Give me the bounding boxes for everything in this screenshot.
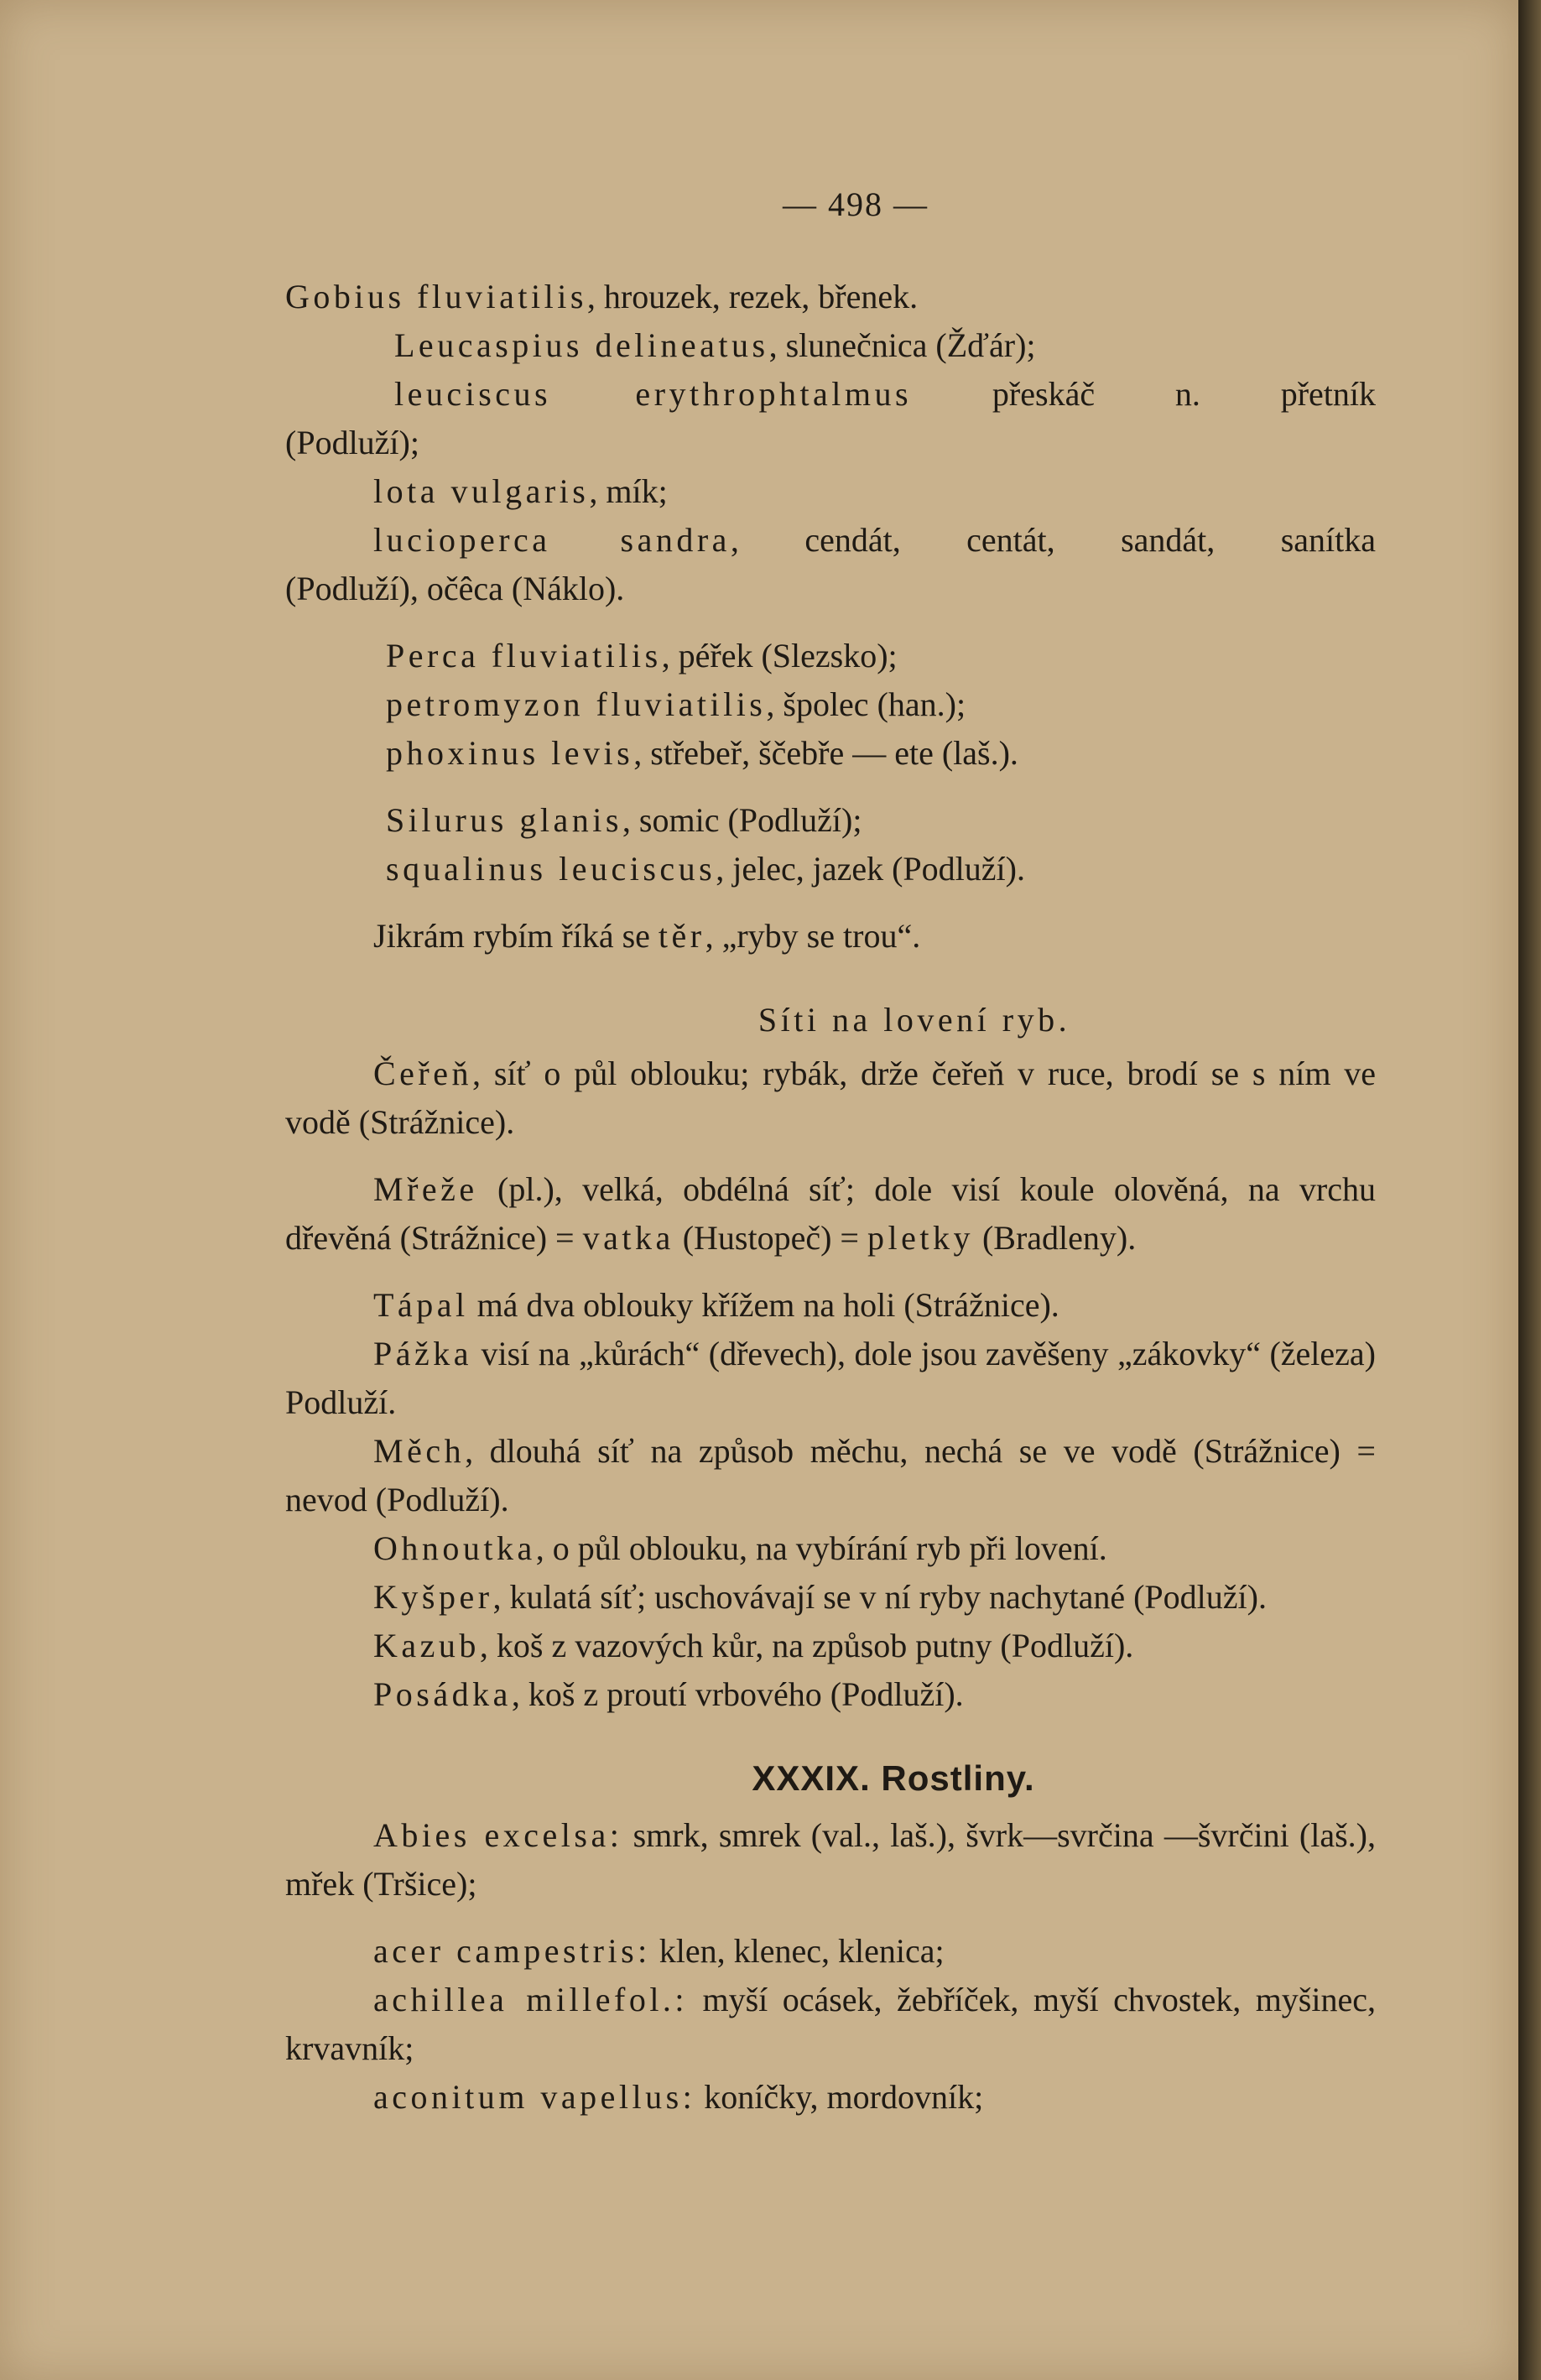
fish-list [285,273,1376,961]
list-item: lota vulgaris, mík; [373,472,668,510]
page-text [285,180,1376,2122]
list-item: aconitum vapellus: koníčky, mordovník; [373,2078,984,2116]
roe-note: Jikrám rybím říká se těr, „ryby se trou“. [373,917,921,955]
list-item: Leucaspius delineatus, slunečnica (Žďár); [394,326,1036,364]
list-item: achillea millefol.: myší ocásek, žebříček, myší chvostek, myšinec, krvavník; [285,1981,1376,2067]
nets-list [285,1049,1376,1719]
list-item: Čeřeň, síť o půl oblouku; rybák, drže čeřeň v ruce, brodí se s ním ve vodě (Strážnice). [285,1055,1376,1141]
list-item: acer campestris: klen, klenec, klenica; [373,1932,945,1970]
list-item: Mřeže (pl.), velká, obdélná síť; dole visí koule olověná, na vrchu dřevěná (Strážnice) = vatka (Hustopeč) = pletky (Bradleny). [285,1170,1376,1257]
page-edge [1518,0,1541,2380]
list-item: Ohnoutka, o půl oblouku, na vybírání ryb při lovení. [373,1529,1107,1567]
list-item: petromyzon fluviatilis, špolec (han.); [386,685,966,723]
list-item: Abies excelsa: smrk, smrek (val., laš.), švrk—svrčina —švrčini (laš.), mřek (Tršice); [285,1816,1376,1903]
plants-list [285,1811,1376,2122]
list-item: phoxinus levis, střebeř, ščebře — ete (laš.). [386,734,1018,772]
list-item: Silurus glanis, somic (Podluží); [386,801,862,839]
list-item: Perca fluviatilis, péřek (Slezsko); [386,637,898,674]
list-item: Kyšper, kulatá síť; uschovávají se v ní ryby nachytané (Podluží). [373,1578,1267,1616]
chapter-heading: XXXIX. Rostliny. [752,1758,1035,1798]
list-item: squalinus leuciscus, jelec, jazek (Podluží). [386,850,1025,888]
list-item: lucioperca sandra, cendát, centát, sandát, sanítka [373,521,1376,559]
list-item-continuation: (Podluží); [285,424,419,461]
list-item: Kazub, koš z vazových kůr, na způsob putny (Podluží). [373,1627,1134,1664]
page-number: — 498 — [783,185,929,223]
list-item: Posádka, koš z proutí vrbového (Podluží). [373,1675,964,1713]
list-item: Měch, dlouhá síť na způsob měchu, nechá se ve vodě (Strážnice) = nevod (Podluží). [285,1432,1376,1518]
list-item: leuciscus erythrophtalmus přeskáč n. přetník [394,375,1376,413]
list-item: Tápal má dva oblouky křížem na holi (Strážnice). [373,1286,1059,1324]
list-item-continuation: (Podluží), očêca (Náklo). [285,570,625,607]
list-item: Gobius fluviatilis, hrouzek, rezek, břenek. [285,278,919,315]
section-title: Síti na lovení ryb. [757,1001,1071,1039]
list-item: Pážka visí na „kůrách“ (dřevech), dole jsou zavěšeny „zákovky“ (železa) Podluží. [285,1335,1376,1421]
